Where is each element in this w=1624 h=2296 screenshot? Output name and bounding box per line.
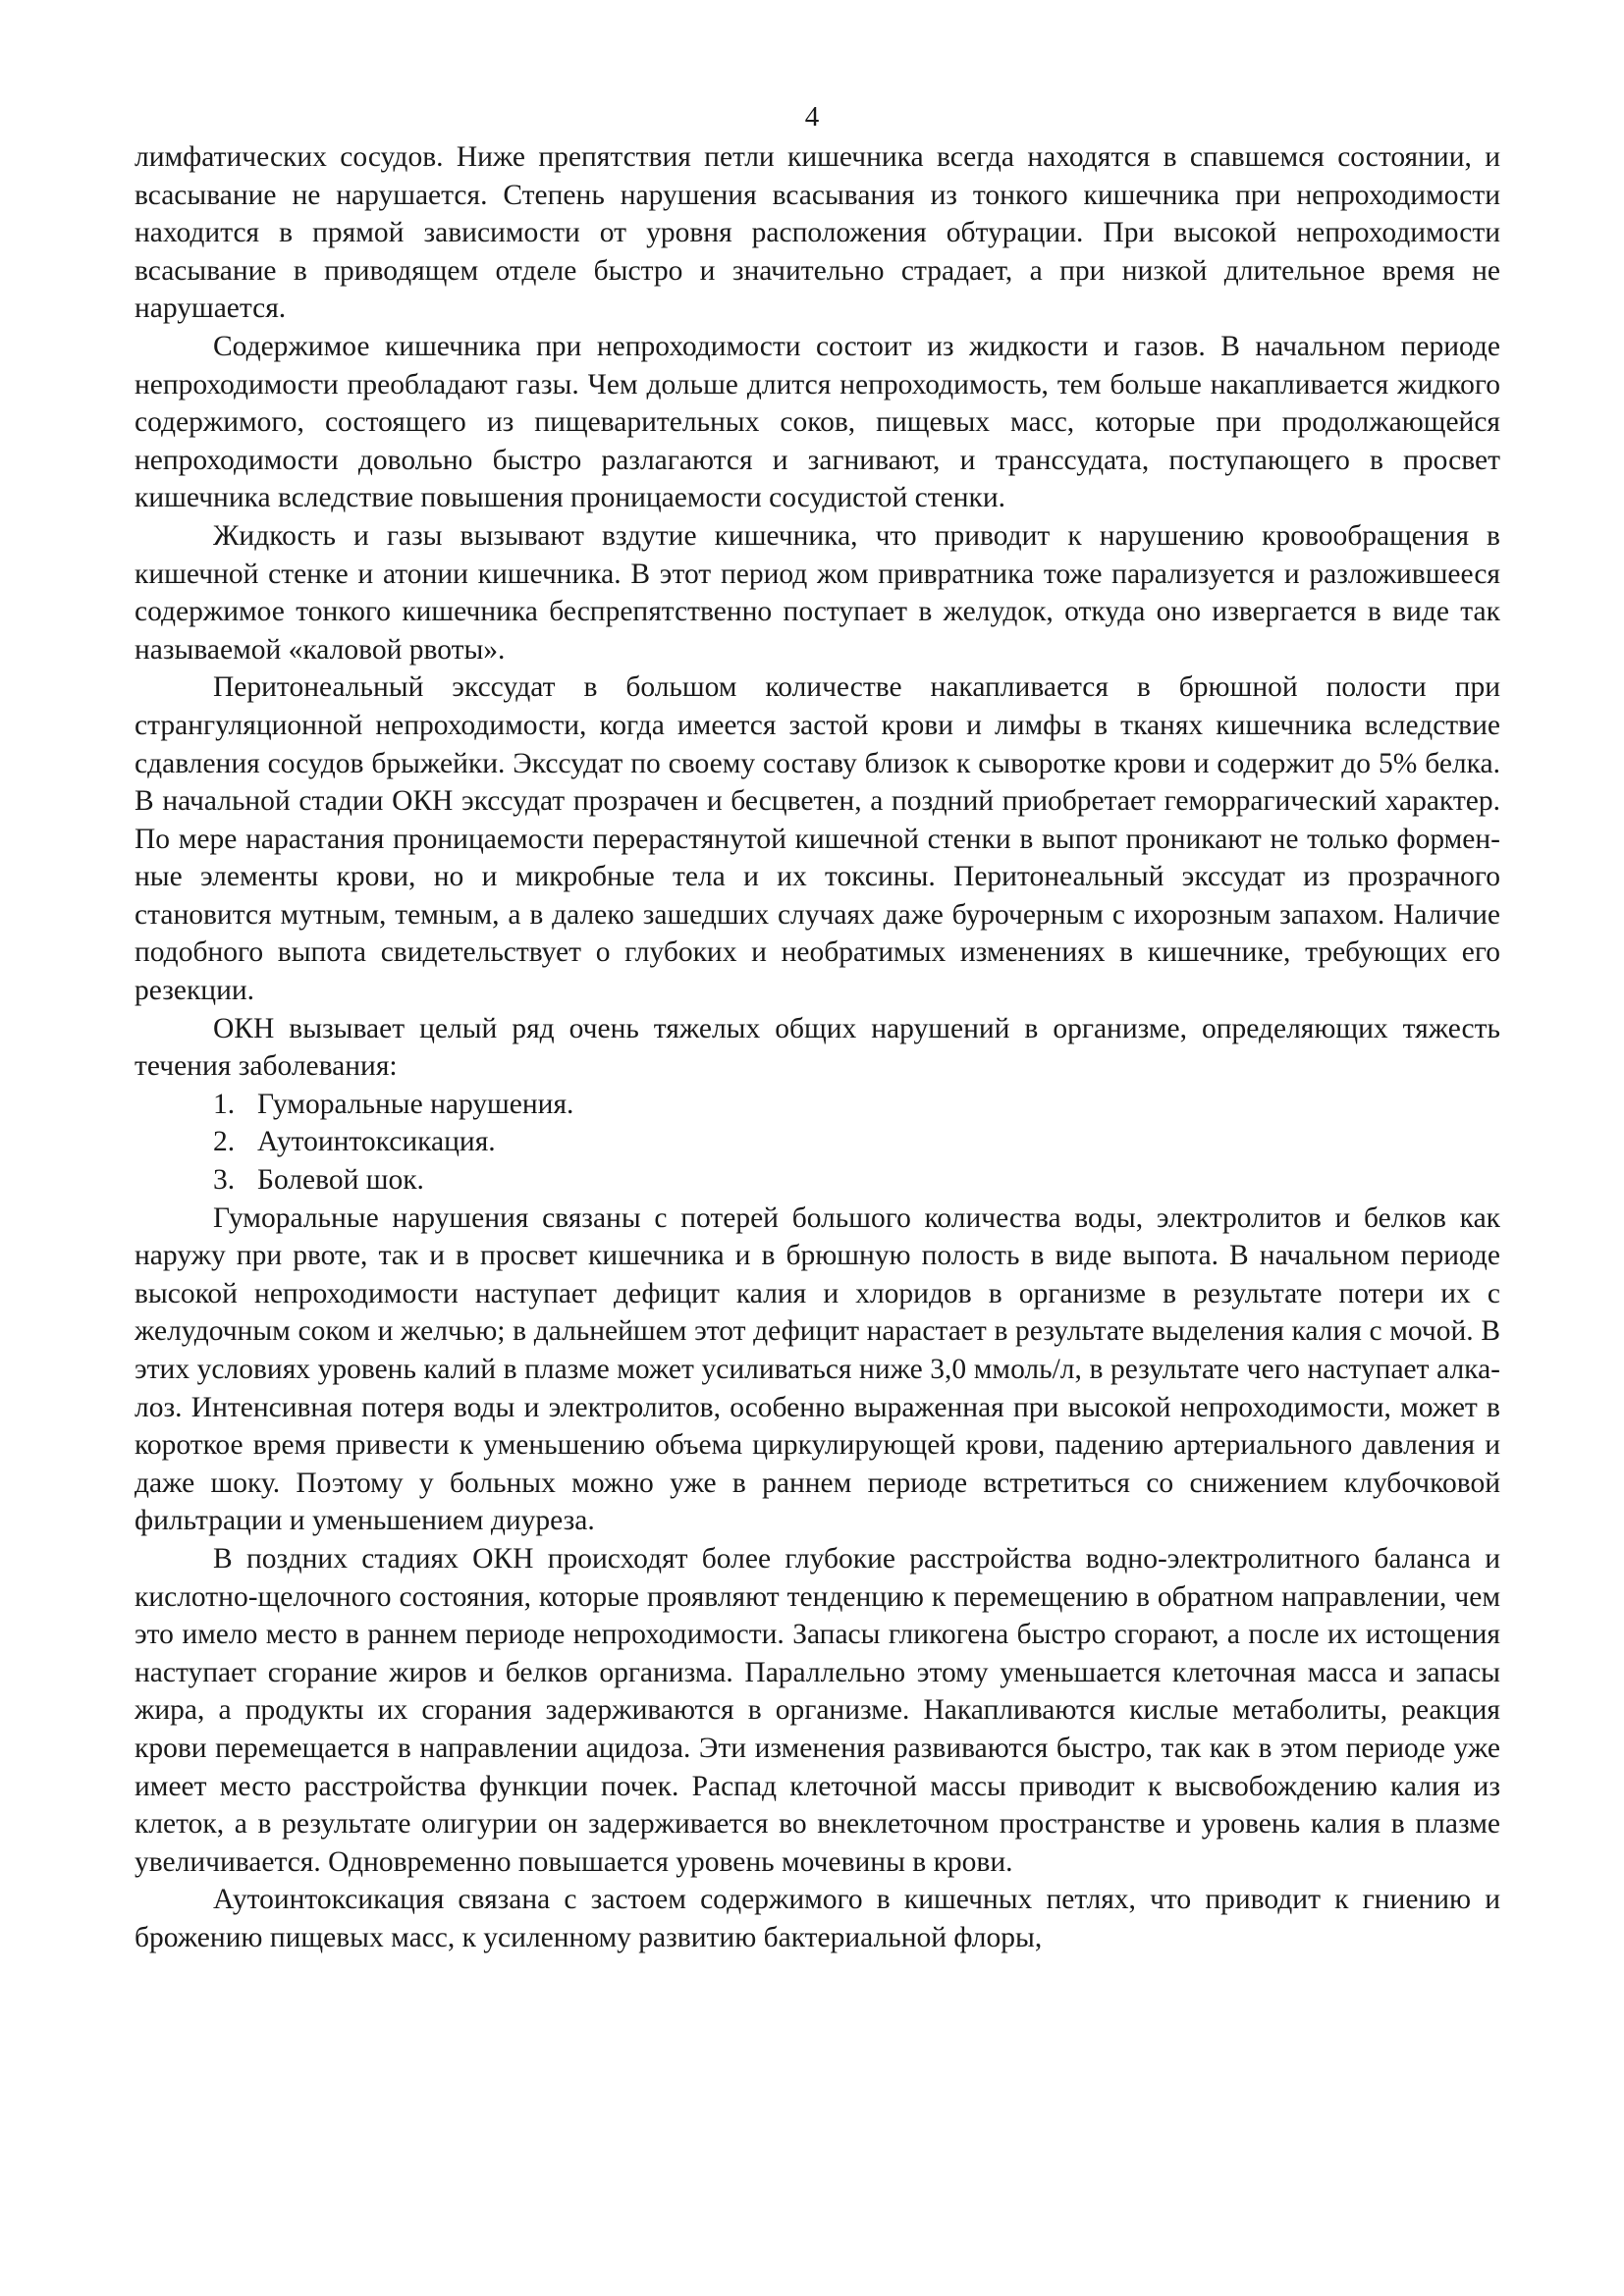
paragraph-okn-disorders: ОКН вызывает целый ряд очень тяжелых общих нарушений в организме, определяющих тяжесть течения заболевания: (135, 1012, 1500, 1083)
page-number: 4 (804, 101, 820, 133)
list-item (135, 1123, 1500, 1161)
disorders-list (135, 1086, 1500, 1200)
list-item (135, 1086, 1500, 1124)
list-item-number: 3. (213, 1164, 236, 1197)
list-item-text: Аутоинтоксикация. (257, 1126, 496, 1158)
paragraph-intestinal-absorption: лимфатических сосудов. Ниже препятствия петли кишечника всегда находятся в спавшемся состоянии, и всасывание не нарушается. Степень нарушения всасывания из тонкого кишечника при непроходимости находится в прямой зависимости от уровня расположения обтурации. При высокой непроходимости всасывание в приводящем отделе быстро и значительно страдает, а при низкой длительное время не нарушается. (135, 141, 1500, 325)
document-body (135, 138, 1500, 1957)
list-item (135, 1161, 1500, 1200)
list-item-text: Болевой шок. (257, 1164, 424, 1197)
paragraph-humoral-disorders: Гуморальные нарушения связаны с потерей большого количества воды, электролитов и белков как наружу при рвоте, так и в просвет кишечника и в брюшную полость в виде выпота. В начальном периоде высокой непроходимости наступает дефицит калия и хлоридов в организме в результате потери их с желудочным соком и желчью; в дальнейшем этот дефицит нарастает в результате выделения калия с мочой. В этих условиях уровень калий в плазме может усиливаться ниже 3,0 ммоль/л, в результате чего наступает алкалоз. Интенсивная потеря воды и электролитов, особенно выраженная при высокой непроходимости, может в короткое время привести к уменьшению объема циркулирующей крови, падению артериального давления и даже шоку. Поэтому у больных можно уже в раннем периоде встретиться со снижением клубочковой фильтрации и уменьшением диуреза. (135, 1201, 1500, 1537)
list-item-number: 1. (213, 1088, 236, 1120)
list-item-number: 2. (213, 1126, 236, 1158)
paragraph-intestinal-contents: Содержимое кишечника при непроходимости состоит из жидкости и газов. В начальном периоде непроходимости преобладают газы. Чем дольше длится непроходимость, тем больше накапливается жидкого содержимого, состоящего из пищеварительных соков, пищевых масс, которые при продолжающейся непроходимости довольно быстро разлагаются и загнивают, и транссудата, поступающего в просвет кишечника вследствие повышения проницаемости сосудистой стенки. (135, 330, 1500, 514)
paragraph-fluid-gases: Жидкость и газы вызывают вздутие кишечника, что приводит к нарушению кровообращения в кишечной стенке и атонии кишечника. В этот период жом привратника тоже парализуется и разложившееся содержимое тонкого кишечника беспрепятственно поступает в желудок, откуда оно извергается в виде так называемой «каловой рвоты». (135, 519, 1500, 666)
paragraph-late-stages: В поздних стадиях ОКН происходят более глубокие расстройства водно-электролитного баланса и кислотно-щелочного состояния, которые проявляют тенденцию к перемещению в обратном направлении, чем это имело место в раннем периоде непроходимости. Запасы гликогена быстро сгорают, а после их истощения наступает сгорание жиров и белков организма. Параллельно этому уменьшается клеточная масса и запасы жира, а продукты их сгорания задерживаются в организме. Накапливаются кислые метаболиты, реакция крови перемещается в направлении ацидоза. Эти изменения развиваются быстро, так как в этом периоде уже имеет место расстройства функции почек. Распад клеточной массы приводит к высвобождению калия из клеток, а в результате олигурии он задерживается во внеклеточном пространстве и уровень калия в плазме увеличивается. Одновременно повышается уровень мочевины в крови. (135, 1542, 1500, 1878)
paragraph-peritoneal-exudate: Перитонеальный экссудат в большом количестве накапливается в брюшной полости при странгуляционной непроходимости, когда имеется застой крови и лимфы в тканях кишечника вследствие сдавления сосудов брыжейки. Экссудат по своему составу близок к сыворотке крови и содержит до 5% белка. В начальной стадии ОКН экссудат прозрачен и бесцветен, а поздний приобретает геморрагический характер. По мере нарастания проницаемости перерастянутой кишечной стенки в выпот проникают не только форменные элементы крови, но и микробные тела и их токсины. Перитонеальный экссудат из прозрачного становится мутным, темным, а в далеко зашедших случаях даже бурочерным с ихорозным запахом. Наличие подобного выпота свидетельствует о глубоких и необратимых изменениях в кишечнике, требующих его резекции. (135, 671, 1500, 1007)
list-item-text: Гуморальные нарушения. (257, 1088, 574, 1120)
paragraph-autointoxication: Аутоинтоксикация связана с застоем содержимого в кишечных петлях, что приводит к гниению и брожению пищевых масс, к усиленному развитию бактериальной флоры, (135, 1884, 1500, 1953)
